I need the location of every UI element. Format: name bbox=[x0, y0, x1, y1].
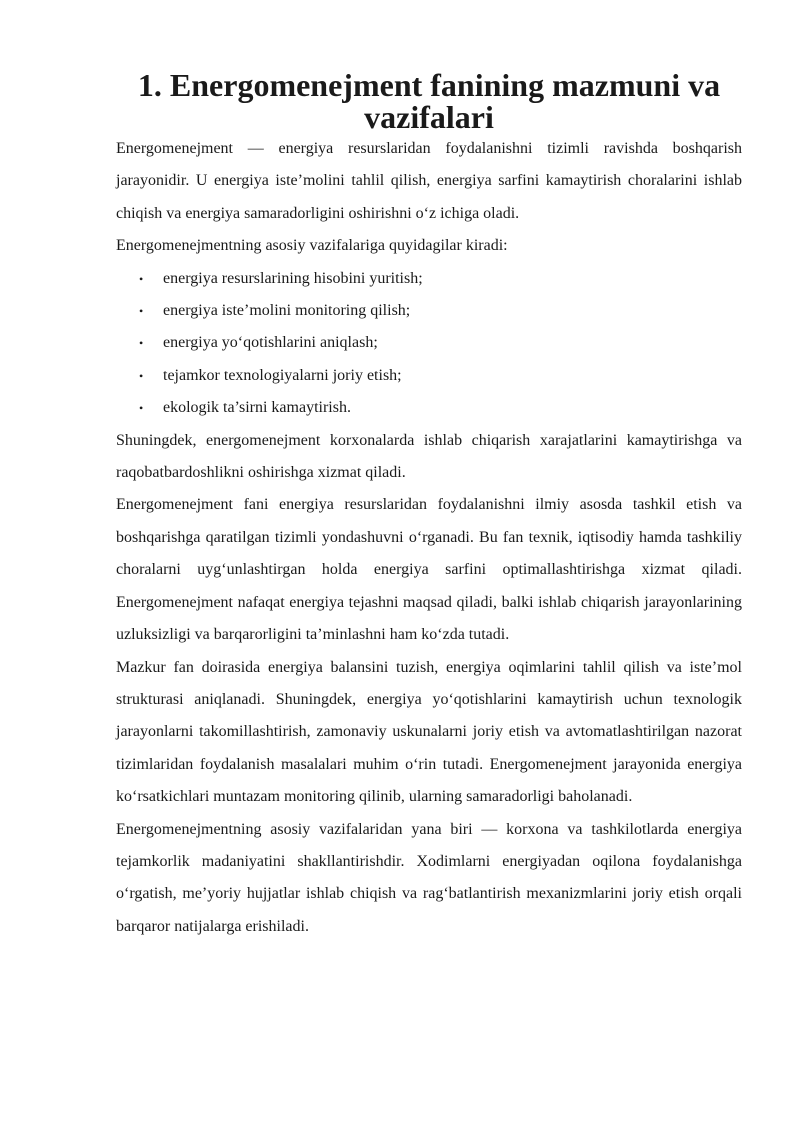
body-paragraph: Energomenejmentning asosiy vazifalaridan yana biri — korxona va tashkilotlarda energiya tejamkorlik madaniyatini shakllantirishdir. Xodimlarni energiyadan oqilona foydalanishga o‘rgatish, me’yoriy hujjatlar ishlab chiqish va rag‘batlantirish mexanizmlarini joriy etish orqali barqaror natijalarga erishiladi. bbox=[116, 820, 742, 935]
list-item-text: tejamkor texnologiyalarni joriy etish; bbox=[163, 366, 402, 384]
body-paragraph: Mazkur fan doirasida energiya balansini tuzish, energiya oqimlarini tahlil qilish va iste’mol strukturasi aniqlanadi. Shuningdek, energiya yo‘qotishlarini kamaytirish uchun texnologik jarayonlarni takomillashtirish, zamonaviy uskunalarni joriy etish va avtomatlashtirilgan nazorat tizimlaridan foydalanish masalalari muhim o‘rin tutadi. Energomenejment jarayonida energiya ko‘rsatkichlari muntazam monitoring qilinib, ularning samaradorligi baholanadi. bbox=[116, 658, 742, 806]
list-item-text: energiya yo‘qotishlarini aniqlash; bbox=[163, 334, 378, 352]
tasks-list bbox=[116, 263, 742, 425]
list-item bbox=[116, 392, 742, 424]
list-item bbox=[116, 295, 742, 327]
body-paragraph: Energomenejment fani energiya resurslaridan foydalanishni ilmiy asosda tashkil etish va boshqarishga qaratilgan tizimli yondashuvni o‘rganadi. Bu fan texnik, iqtisodiy hamda tashkiliy choralarni uyg‘unlashtirgan holda energiya sarfini optimallashtirishga xizmat qiladi. Energomenejment nafaqat energiya tejashni maqsad qiladi, balki ishlab chiqarish jarayonlarining uzluksizligi va barqarorligini ta’minlashni ham ko‘zda tutadi. bbox=[116, 496, 742, 644]
body-paragraph: Shuningdek, energomenejment korxonalarda ishlab chiqarish xarajatlarini kamaytirishga va raqobatbardoshlikni oshirishga xizmat qiladi. bbox=[116, 431, 742, 482]
bullet-icon: • bbox=[139, 304, 144, 319]
bullet-icon: • bbox=[139, 336, 144, 351]
list-item bbox=[116, 327, 742, 359]
intro-paragraph: Energomenejment — energiya resurslaridan foydalanishni tizimli ravishda boshqarish jarayonidir. U energiya iste’molini tahlil qilish, energiya sarfini kamaytirish choralarini ishlab chiqish va energiya samaradorligini oshirishni o‘z ichiga oladi. bbox=[116, 140, 742, 222]
bullet-icon: • bbox=[139, 401, 144, 416]
list-item bbox=[116, 263, 742, 295]
list-item-text: energiya resurslarining hisobini yuritish; bbox=[163, 269, 423, 287]
list-item-text: ekologik ta’sirni kamaytirish. bbox=[163, 399, 351, 417]
section-title: 1. Energomenejment fanining mazmuni va vazifalari bbox=[137, 67, 721, 135]
bullet-icon: • bbox=[139, 368, 144, 383]
bullet-icon: • bbox=[139, 271, 144, 286]
document-page bbox=[116, 69, 742, 943]
list-item bbox=[116, 360, 742, 392]
tasks-lead-paragraph: Energomenejmentning asosiy vazifalariga quyidagilar kiradi: bbox=[116, 237, 508, 255]
list-item-text: energiya iste’molini monitoring qilish; bbox=[163, 302, 411, 320]
